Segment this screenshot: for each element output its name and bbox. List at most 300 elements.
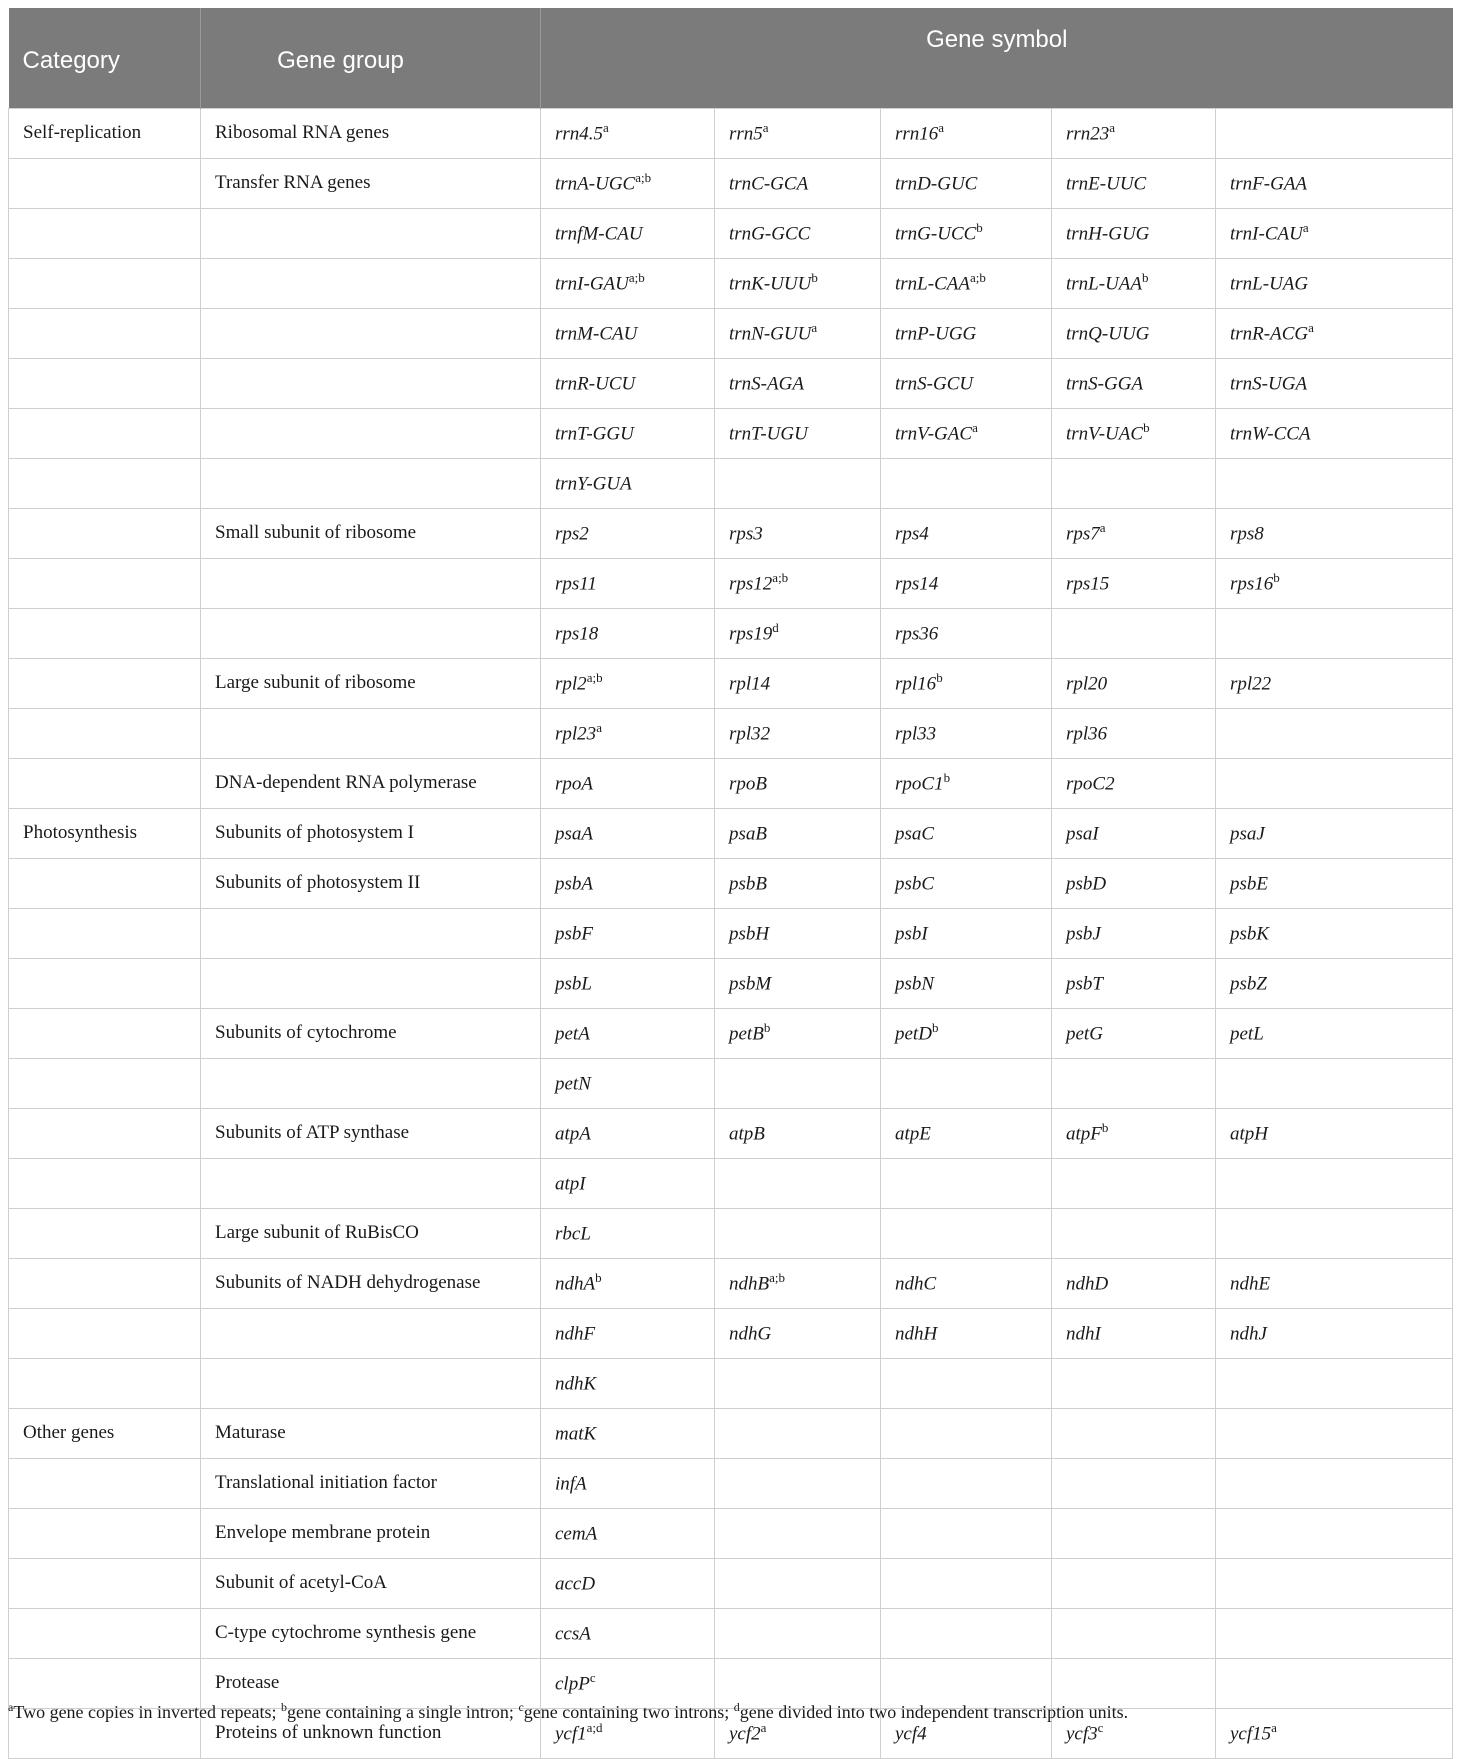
gene-symbol-cell	[541, 159, 715, 209]
gene-symbol: trnE-UUC	[1066, 173, 1147, 195]
table-row	[9, 259, 1453, 309]
gene-symbol-cell	[715, 409, 881, 459]
gene-symbol: psbD	[1066, 873, 1107, 895]
gene-symbol-cell	[1052, 859, 1216, 909]
table-row	[9, 459, 1453, 509]
gene-symbol: psbE	[1230, 873, 1268, 895]
gene-symbol: rps12	[729, 573, 773, 595]
gene-symbol-cell	[541, 1409, 715, 1459]
gene-footnote-mark: b	[936, 669, 943, 685]
gene-symbol-cell	[1216, 1159, 1453, 1209]
gene-symbol: trnR-UCU	[555, 373, 636, 395]
gene-symbol-cell	[715, 209, 881, 259]
gene-footnote-mark: b	[976, 219, 983, 235]
gene-symbol: trnN-GUU	[729, 323, 812, 345]
gene-symbol-cell	[541, 509, 715, 559]
gene-group-cell: Large subunit of ribosome	[201, 659, 541, 709]
gene-symbol-cell	[541, 359, 715, 409]
gene-group-cell	[201, 559, 541, 609]
gene-group-cell: Proteins of unknown function	[201, 1709, 541, 1759]
gene-symbol-cell	[541, 709, 715, 759]
gene-symbol-cell	[1052, 159, 1216, 209]
gene-symbol: psbI	[895, 923, 928, 945]
gene-group-cell	[201, 1159, 541, 1209]
gene-footnote-mark: b	[811, 269, 818, 285]
gene-symbol-cell	[1052, 509, 1216, 559]
gene-group-cell	[201, 909, 541, 959]
gene-symbol: ndhF	[555, 1323, 596, 1345]
gene-symbol-cell	[715, 1409, 881, 1459]
gene-symbol-cell	[1216, 209, 1453, 259]
gene-symbol: trnR-ACG	[1230, 323, 1309, 345]
gene-footnote-mark: a	[1308, 319, 1314, 335]
table-row	[9, 509, 1453, 559]
gene-symbol-cell	[1052, 709, 1216, 759]
header-category: Category	[9, 8, 201, 109]
gene-symbol: rpoC1	[895, 773, 944, 795]
gene-symbol-cell	[1216, 109, 1453, 159]
category-cell	[9, 959, 201, 1009]
gene-symbol-cell	[881, 509, 1052, 559]
gene-symbol: trnS-UGA	[1230, 373, 1308, 395]
gene-symbol-cell	[1216, 1609, 1453, 1659]
gene-footnote-mark: b	[763, 1019, 771, 1035]
gene-symbol: matK	[555, 1423, 597, 1445]
gene-symbol-cell	[1052, 759, 1216, 809]
table-row	[9, 909, 1453, 959]
gene-group-cell	[201, 459, 541, 509]
footnote-mark: d	[733, 1700, 740, 1714]
gene-symbol-cell	[881, 909, 1052, 959]
gene-symbol-cell	[1052, 1009, 1216, 1059]
category-cell	[9, 509, 201, 559]
gene-symbol: trnT-GGU	[555, 423, 634, 445]
gene-symbol-cell	[1052, 1259, 1216, 1309]
gene-symbol-cell	[881, 659, 1052, 709]
gene-symbol: trnL-UAG	[1230, 273, 1309, 295]
gene-symbol-cell	[1216, 159, 1453, 209]
gene-footnote-mark: a	[760, 1719, 767, 1735]
gene-symbol-cell	[1052, 359, 1216, 409]
gene-symbol-cell	[1216, 1659, 1453, 1709]
gene-symbol-cell	[1216, 309, 1453, 359]
gene-symbol: rrn23	[1066, 123, 1110, 145]
category-cell	[9, 1259, 201, 1309]
gene-group-cell: Ribosomal RNA genes	[201, 109, 541, 159]
footnote-mark: b	[280, 1700, 287, 1714]
gene-symbol-cell	[541, 459, 715, 509]
table-row	[9, 1509, 1453, 1559]
category-cell	[9, 909, 201, 959]
gene-group-cell	[201, 1309, 541, 1359]
table-row	[9, 1109, 1453, 1159]
gene-symbol-cell	[881, 1209, 1052, 1259]
footnote-text: Two gene copies in inverted repeats;	[13, 1702, 281, 1722]
gene-symbol-cell	[881, 1359, 1052, 1409]
gene-symbol-cell	[541, 959, 715, 1009]
gene-symbol: ycf3	[1066, 1723, 1098, 1745]
category-cell	[9, 259, 201, 309]
table-row	[9, 759, 1453, 809]
gene-symbol: petD	[895, 1023, 932, 1045]
gene-group-cell	[201, 409, 541, 459]
gene-symbol: psbT	[1066, 973, 1103, 995]
gene-symbol-cell	[541, 609, 715, 659]
gene-symbol: ndhB	[729, 1273, 770, 1295]
gene-symbol-cell	[541, 1309, 715, 1359]
gene-symbol-cell	[715, 1209, 881, 1259]
table-row	[9, 809, 1453, 859]
gene-symbol-cell	[715, 1309, 881, 1359]
gene-symbol-cell	[1216, 759, 1453, 809]
gene-symbol-cell	[881, 1109, 1052, 1159]
gene-symbol-cell	[881, 759, 1052, 809]
gene-symbol: rps15	[1066, 573, 1110, 595]
gene-symbol-cell	[881, 1309, 1052, 1359]
gene-symbol-cell	[715, 1259, 881, 1309]
gene-symbol-cell	[541, 759, 715, 809]
category-cell	[9, 409, 201, 459]
gene-symbol: trnP-UGG	[895, 323, 977, 345]
gene-symbol: rps4	[895, 523, 929, 545]
gene-symbol-cell	[1052, 209, 1216, 259]
category-cell	[9, 1309, 201, 1359]
gene-footnote-mark: a;b	[635, 169, 652, 185]
gene-symbol: trnY-GUA	[555, 473, 632, 495]
gene-symbol-cell	[1216, 1559, 1453, 1609]
gene-symbol: rpl36	[1066, 723, 1108, 745]
gene-symbol: psaI	[1066, 823, 1099, 845]
gene-group-cell: Subunits of photosystem I	[201, 809, 541, 859]
gene-symbol-cell	[1216, 559, 1453, 609]
gene-symbol-cell	[1216, 809, 1453, 859]
gene-symbol: trnI-CAU	[1230, 223, 1303, 245]
gene-symbol: ndhD	[1066, 1273, 1109, 1295]
table-row	[9, 959, 1453, 1009]
gene-symbol: trnV-GAC	[895, 423, 973, 445]
gene-group-cell: Translational initiation factor	[201, 1459, 541, 1509]
gene-symbol: trnfM-CAU	[555, 223, 643, 245]
gene-symbol: atpB	[729, 1123, 765, 1145]
table-row	[9, 109, 1453, 159]
gene-symbol-cell	[881, 359, 1052, 409]
header-gene-group: Gene group	[201, 8, 541, 109]
gene-symbol: psbN	[895, 973, 935, 995]
gene-symbol-cell	[881, 259, 1052, 309]
gene-footnote-mark: a	[1099, 519, 1106, 535]
category-cell	[9, 309, 201, 359]
category-cell	[9, 459, 201, 509]
gene-footnote-mark: b	[1143, 419, 1150, 435]
gene-symbol: trnA-UGC	[555, 173, 636, 195]
category-cell	[9, 1559, 201, 1609]
gene-symbol-cell	[1052, 1609, 1216, 1659]
gene-symbol: rpoB	[729, 773, 767, 795]
gene-symbol-cell	[715, 509, 881, 559]
gene-footnote-mark: a;b	[586, 669, 603, 685]
category-cell	[9, 1209, 201, 1259]
table-header-row	[9, 8, 1453, 109]
gene-symbol: ccsA	[555, 1623, 591, 1645]
gene-symbol-cell	[541, 309, 715, 359]
gene-symbol: rpoC2	[1066, 773, 1115, 795]
gene-footnote-mark: c	[1097, 1719, 1104, 1735]
gene-symbol-cell	[881, 959, 1052, 1009]
gene-symbol-cell	[1216, 909, 1453, 959]
table-row	[9, 159, 1453, 209]
gene-symbol-cell	[1216, 1209, 1453, 1259]
gene-group-cell: Envelope membrane protein	[201, 1509, 541, 1559]
gene-symbol-cell	[1216, 1109, 1453, 1159]
gene-group-cell	[201, 959, 541, 1009]
table-row	[9, 1459, 1453, 1509]
gene-footnote-mark: b	[595, 1269, 602, 1285]
gene-symbol-cell	[1052, 109, 1216, 159]
gene-symbol-cell	[881, 1459, 1052, 1509]
gene-footnote-mark: a;b	[969, 269, 986, 285]
gene-symbol: rbcL	[555, 1223, 591, 1245]
gene-group-cell: Small subunit of ribosome	[201, 509, 541, 559]
gene-symbol-cell	[1052, 809, 1216, 859]
gene-symbol: rps11	[555, 573, 597, 595]
footnote-text: gene containing a single intron;	[286, 1702, 519, 1722]
gene-group-cell: Large subunit of RuBisCO	[201, 1209, 541, 1259]
gene-symbol-cell	[715, 1359, 881, 1409]
gene-footnote-mark: a	[1109, 119, 1116, 135]
gene-symbol: ycf15	[1230, 1723, 1272, 1745]
gene-group-cell: Transfer RNA genes	[201, 159, 541, 209]
gene-symbol: petG	[1066, 1023, 1103, 1045]
gene-symbol-cell	[541, 659, 715, 709]
table-row	[9, 1059, 1453, 1109]
gene-symbol-cell	[1052, 1109, 1216, 1159]
category-cell	[9, 1159, 201, 1209]
gene-footnote-mark: b	[943, 769, 951, 785]
gene-symbol: rps8	[1230, 523, 1264, 545]
gene-group-cell: Protease	[201, 1659, 541, 1709]
gene-symbol: psaJ	[1230, 823, 1265, 845]
gene-symbol-cell	[1216, 509, 1453, 559]
gene-symbol: petL	[1230, 1023, 1264, 1045]
gene-footnote-mark: b	[1142, 269, 1149, 285]
gene-group-cell: Subunits of ATP synthase	[201, 1109, 541, 1159]
gene-group-cell: Subunit of acetyl-CoA	[201, 1559, 541, 1609]
category-cell	[9, 609, 201, 659]
gene-symbol-cell	[1052, 609, 1216, 659]
footnote-mark: a	[8, 1700, 14, 1714]
gene-symbol-cell	[1052, 1459, 1216, 1509]
gene-symbol-cell	[715, 1109, 881, 1159]
gene-symbol-cell	[881, 1409, 1052, 1459]
gene-symbol-cell	[541, 1609, 715, 1659]
gene-group-cell	[201, 1359, 541, 1409]
gene-symbol: trnL-CAA	[895, 273, 970, 295]
gene-symbol-cell	[881, 409, 1052, 459]
gene-symbol-cell	[881, 709, 1052, 759]
gene-symbol-cell	[715, 609, 881, 659]
gene-symbol-cell	[715, 159, 881, 209]
gene-symbol: rps16	[1230, 573, 1274, 595]
gene-symbol-cell	[881, 809, 1052, 859]
gene-symbol: trnV-UAC	[1066, 423, 1144, 445]
gene-symbol-cell	[1052, 1209, 1216, 1259]
gene-symbol: psbM	[729, 973, 772, 995]
table-row	[9, 359, 1453, 409]
gene-symbol: psbH	[729, 923, 770, 945]
gene-symbol-cell	[1052, 459, 1216, 509]
gene-symbol-cell	[1216, 409, 1453, 459]
gene-symbol-cell	[715, 559, 881, 609]
gene-symbol: trnC-GCA	[729, 173, 809, 195]
gene-footnote-mark: a	[811, 319, 818, 335]
category-cell	[9, 1009, 201, 1059]
gene-symbol-cell	[541, 559, 715, 609]
table-row	[9, 1009, 1453, 1059]
gene-symbol: psbZ	[1230, 973, 1267, 995]
footnote-text: gene divided into two independent transcription units.	[739, 1702, 1129, 1722]
gene-symbol: ndhA	[555, 1273, 596, 1295]
gene-symbol-cell	[541, 1559, 715, 1609]
gene-symbol-cell	[715, 309, 881, 359]
gene-symbol-cell	[715, 1159, 881, 1209]
gene-symbol: psbK	[1230, 923, 1270, 945]
header-gene-symbol: Gene symbol	[541, 8, 1453, 109]
gene-footnote-mark: a;b	[769, 1269, 785, 1285]
table-row	[9, 1609, 1453, 1659]
gene-symbol: psbC	[895, 873, 935, 895]
gene-symbol: ycf2	[729, 1723, 761, 1745]
gene-symbol-cell	[1052, 559, 1216, 609]
gene-symbol: trnS-GCU	[895, 373, 974, 395]
gene-group-cell: DNA-dependent RNA polymerase	[201, 759, 541, 809]
gene-group-cell	[201, 209, 541, 259]
gene-symbol-cell	[1216, 1509, 1453, 1559]
gene-symbol: rps7	[1066, 523, 1100, 545]
gene-group-cell	[201, 359, 541, 409]
gene-symbol: rps2	[555, 523, 589, 545]
gene-symbol-cell	[1052, 659, 1216, 709]
gene-symbol-cell	[1052, 1359, 1216, 1409]
gene-symbol: atpE	[895, 1123, 931, 1145]
gene-symbol-cell	[541, 109, 715, 159]
gene-footnote-mark: b	[1101, 1119, 1109, 1135]
gene-symbol: ndhI	[1066, 1323, 1101, 1345]
gene-symbol-cell	[1216, 1259, 1453, 1309]
gene-symbol-cell	[1052, 959, 1216, 1009]
gene-symbol-cell	[715, 1559, 881, 1609]
gene-symbol: ndhG	[729, 1323, 772, 1345]
gene-symbol: psbJ	[1066, 923, 1101, 945]
gene-symbol-cell	[1052, 909, 1216, 959]
category-cell	[9, 1509, 201, 1559]
gene-symbol-cell	[715, 1059, 881, 1109]
category-cell	[9, 359, 201, 409]
gene-symbol: trnD-GUC	[895, 173, 978, 195]
gene-symbol: psaB	[729, 823, 767, 845]
gene-symbol: trnL-UAA	[1066, 273, 1142, 295]
category-cell	[9, 1059, 201, 1109]
gene-symbol-cell	[541, 1059, 715, 1109]
gene-symbol-cell	[541, 859, 715, 909]
table-row	[9, 709, 1453, 759]
gene-symbol-cell	[715, 459, 881, 509]
category-cell	[9, 709, 201, 759]
gene-symbol: trnK-UUU	[729, 273, 812, 295]
gene-symbol-cell	[541, 1259, 715, 1309]
category-cell	[9, 1359, 201, 1409]
category-cell	[9, 859, 201, 909]
gene-symbol: rps14	[895, 573, 939, 595]
gene-symbol: trnG-GCC	[729, 223, 811, 245]
gene-symbol-cell	[715, 759, 881, 809]
gene-symbol: ndhC	[895, 1273, 937, 1295]
gene-symbol-cell	[541, 1459, 715, 1509]
gene-symbol: atpH	[1230, 1123, 1268, 1145]
gene-group-cell: Maturase	[201, 1409, 541, 1459]
gene-symbol: psbL	[555, 973, 592, 995]
gene-symbol-cell	[881, 309, 1052, 359]
gene-symbol-cell	[1052, 409, 1216, 459]
gene-symbol: psbA	[555, 873, 593, 895]
gene-symbol: ndhK	[555, 1373, 597, 1395]
gene-symbol-cell	[541, 1009, 715, 1059]
gene-symbol-cell	[715, 109, 881, 159]
table-row	[9, 1359, 1453, 1409]
category-cell	[9, 659, 201, 709]
gene-symbol-cell	[881, 1259, 1052, 1309]
gene-symbol-cell	[1216, 959, 1453, 1009]
gene-footnote-mark: c	[589, 1669, 596, 1685]
gene-symbol-cell	[715, 259, 881, 309]
gene-symbol: psaC	[895, 823, 935, 845]
gene-symbol-cell	[541, 1209, 715, 1259]
gene-symbol: rps19	[729, 623, 773, 645]
gene-footnote-mark: a;d	[586, 1719, 603, 1735]
gene-symbol-cell	[1052, 1309, 1216, 1359]
gene-symbol: trnT-UGU	[729, 423, 808, 445]
category-cell	[9, 1609, 201, 1659]
gene-symbol: rrn16	[895, 123, 939, 145]
footnote-text: gene containing two introns;	[523, 1702, 734, 1722]
gene-group-cell	[201, 1059, 541, 1109]
gene-symbol: trnW-CCA	[1230, 423, 1311, 445]
gene-symbol-cell	[715, 1009, 881, 1059]
gene-group-cell: C-type cytochrome synthesis gene	[201, 1609, 541, 1659]
gene-group-cell	[201, 259, 541, 309]
gene-symbol: psbF	[555, 923, 593, 945]
gene-footnote-mark: a	[596, 719, 602, 735]
gene-symbol-cell	[1216, 1009, 1453, 1059]
gene-symbol-cell	[541, 209, 715, 259]
gene-symbol-cell	[881, 1609, 1052, 1659]
gene-symbol-cell	[715, 1459, 881, 1509]
gene-symbol: atpI	[555, 1173, 586, 1195]
gene-symbol: rps3	[729, 523, 763, 545]
gene-symbol: ycf4	[895, 1723, 927, 1745]
gene-symbol-cell	[1052, 259, 1216, 309]
gene-symbol: trnI-GAU	[555, 273, 629, 295]
gene-symbol-cell	[1216, 609, 1453, 659]
gene-symbol-cell	[541, 1509, 715, 1559]
gene-symbol-cell	[1052, 1409, 1216, 1459]
gene-symbol: trnQ-UUG	[1066, 323, 1150, 345]
gene-footnote-mark: a	[972, 419, 978, 435]
gene-symbol: ycf1	[555, 1723, 587, 1745]
gene-symbol-cell	[1216, 659, 1453, 709]
gene-footnote-mark: d	[772, 619, 779, 635]
gene-symbol: petA	[555, 1023, 590, 1045]
footnote-mark: c	[518, 1700, 524, 1714]
